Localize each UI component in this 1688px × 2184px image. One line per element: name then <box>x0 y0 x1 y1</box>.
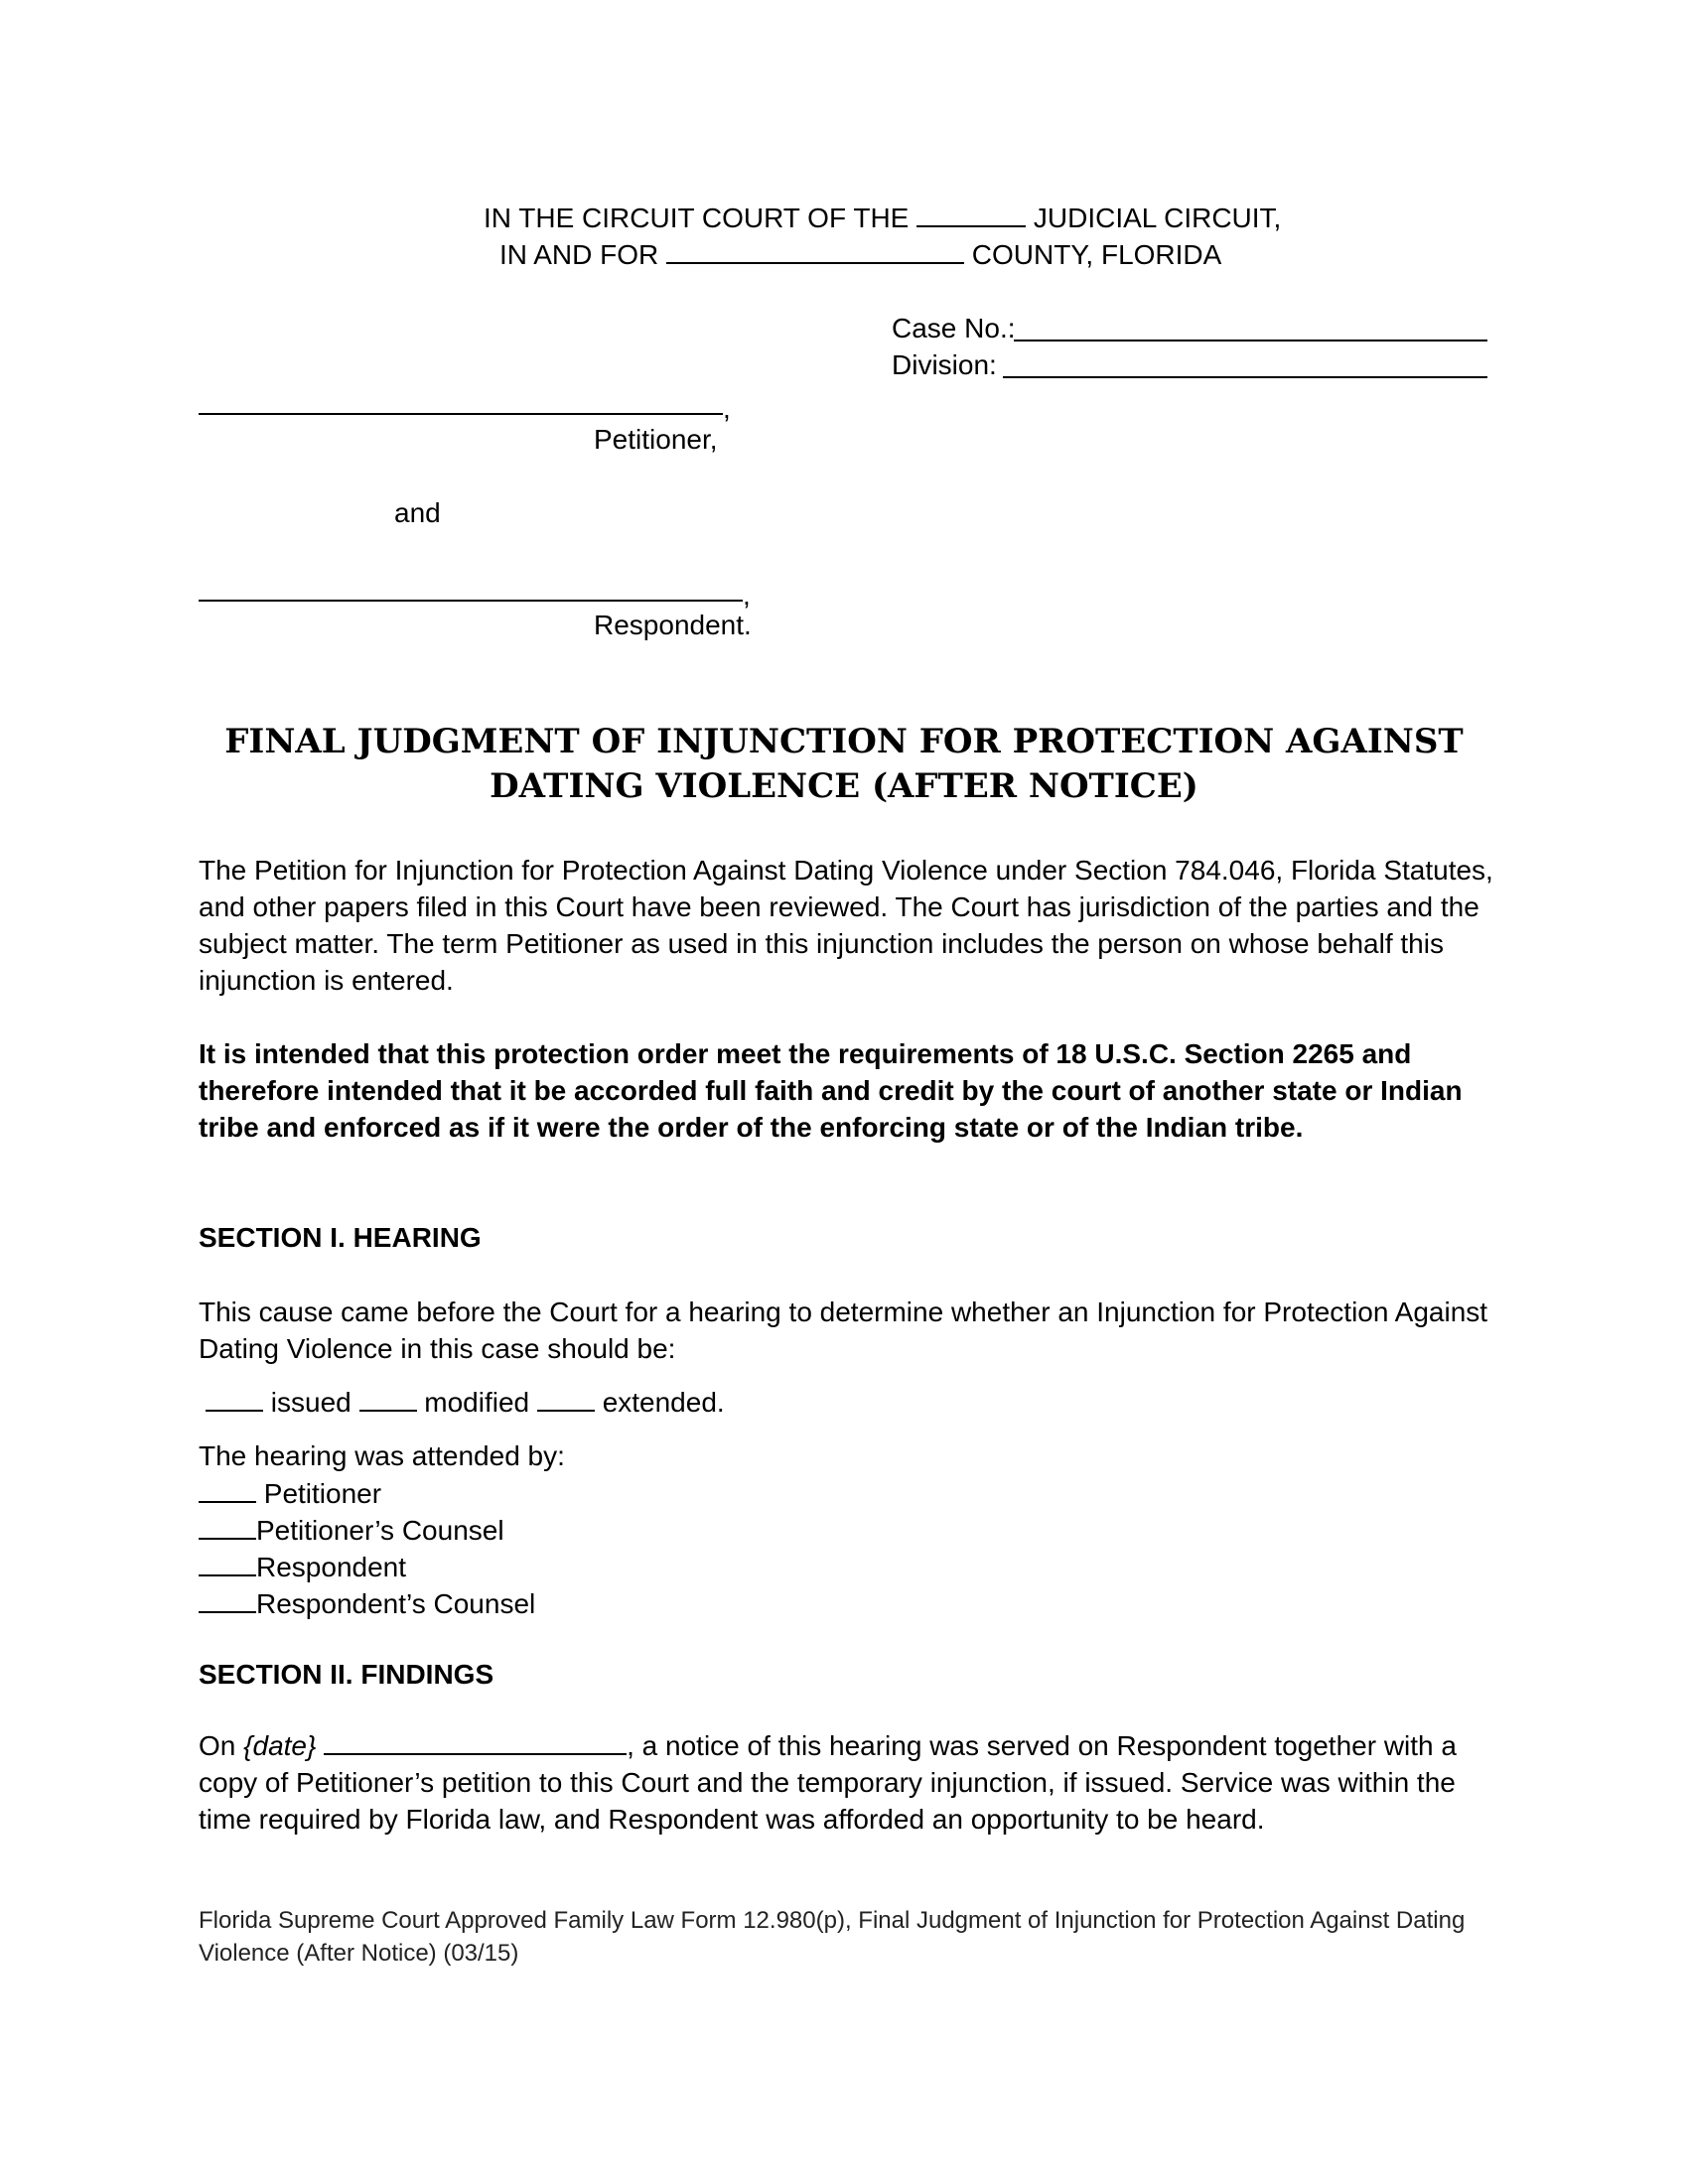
and-label: and <box>394 497 441 528</box>
respondent-label: Respondent. <box>594 610 752 640</box>
petitioner-name-field[interactable] <box>199 413 723 415</box>
hearing-options-row <box>206 1388 725 1417</box>
section-2-heading: SECTION II. FINDINGS <box>199 1659 494 1690</box>
section-1-paragraph: This cause came before the Court for a hearing to determine whether an Injunction for Protection Against Dating Violence in this case should be: <box>199 1297 1488 1364</box>
intro-paragraph: The Petition for Injunction for Protection Against Dating Violence under Section 784.046, Florida Statutes, and other papers filed in this Court have been reviewed. The Court has jurisdiction of the parties and the subject matter. The term Petitioner as used in this injunction includes the person on whose behalf this injunction is entered. <box>199 855 1493 996</box>
full-faith-credit-paragraph: It is intended that this protection order meet the requirements of 18 U.S.C. Section 2265 and therefore intended that it be accorded full faith and credit by the court of another state or Indian tribe and enforced as if it were the order of the enforcing state or of the Indian tribe. <box>199 1038 1463 1143</box>
case-number-field[interactable] <box>1014 340 1487 341</box>
attendee-respondent-label: Respondent <box>256 1552 407 1582</box>
attendee-petitioner-label: Petitioner <box>263 1478 382 1509</box>
option-extended-label: extended. <box>602 1387 725 1418</box>
court-line-1 <box>484 204 1281 232</box>
option-modified-label: modified <box>424 1387 530 1418</box>
document-title-line-1: FINAL JUDGMENT OF INJUNCTION FOR PROTECTION AGAINST <box>224 722 1464 761</box>
case-number-label: Case No.: <box>892 313 1016 343</box>
attendee-row <box>199 1553 406 1581</box>
attendee-row <box>199 1516 504 1545</box>
attendee-petitioner-counsel-blank[interactable] <box>199 1516 256 1540</box>
issued-checkbox-blank[interactable] <box>206 1388 263 1412</box>
attendee-petitioner-counsel-label: Petitioner’s Counsel <box>256 1515 504 1546</box>
date-placeholder: {date} <box>243 1730 317 1761</box>
respondent-comma: , <box>743 580 751 611</box>
section-1-heading: SECTION I. HEARING <box>199 1222 482 1253</box>
division-label: Division: <box>892 349 997 380</box>
circuit-number-blank[interactable] <box>916 204 1026 227</box>
respondent-name-field[interactable] <box>199 600 743 602</box>
extended-checkbox-blank[interactable] <box>537 1388 595 1412</box>
court-line-2 <box>499 240 1221 269</box>
court-line-1-start: IN THE CIRCUIT COURT OF THE <box>484 203 910 233</box>
court-line-2-start: IN AND FOR <box>499 239 659 270</box>
modified-checkbox-blank[interactable] <box>359 1388 417 1412</box>
findings-paragraph <box>199 1727 1499 1838</box>
court-line-1-end: JUDICIAL CIRCUIT, <box>1033 203 1282 233</box>
attendee-respondent-blank[interactable] <box>199 1553 256 1576</box>
petitioner-label: Petitioner, <box>594 424 718 455</box>
findings-text: , a notice of this hearing was served on Respondent together with a copy of Petitioner’s petition to this Court and the temporary injunction, if issued. Service was within the time required by Florida law, and Respondent was afforded an opportunity to be heard. <box>199 1730 1457 1835</box>
option-issued-label: issued <box>270 1387 352 1418</box>
attendee-respondent-counsel-blank[interactable] <box>199 1589 256 1613</box>
attendee-row <box>199 1589 535 1618</box>
notice-date-field[interactable] <box>324 1731 627 1755</box>
attendee-petitioner-blank[interactable] <box>199 1479 256 1503</box>
court-line-2-end: COUNTY, FLORIDA <box>971 239 1222 270</box>
division-field[interactable] <box>1003 376 1487 378</box>
attendee-respondent-counsel-label: Respondent’s Counsel <box>256 1588 536 1619</box>
on-label: On <box>199 1730 236 1761</box>
attendee-row <box>199 1479 381 1508</box>
petitioner-comma: , <box>723 393 731 424</box>
form-footer: Florida Supreme Court Approved Family Law Form 12.980(p), Final Judgment of Injunction for Protection Against Dating Violence (After Notice) (03/15) <box>199 1907 1466 1967</box>
attended-by-label: The hearing was attended by: <box>199 1440 565 1471</box>
county-blank[interactable] <box>666 240 964 264</box>
document-title-line-2: DATING VIOLENCE (AFTER NOTICE) <box>490 766 1198 806</box>
